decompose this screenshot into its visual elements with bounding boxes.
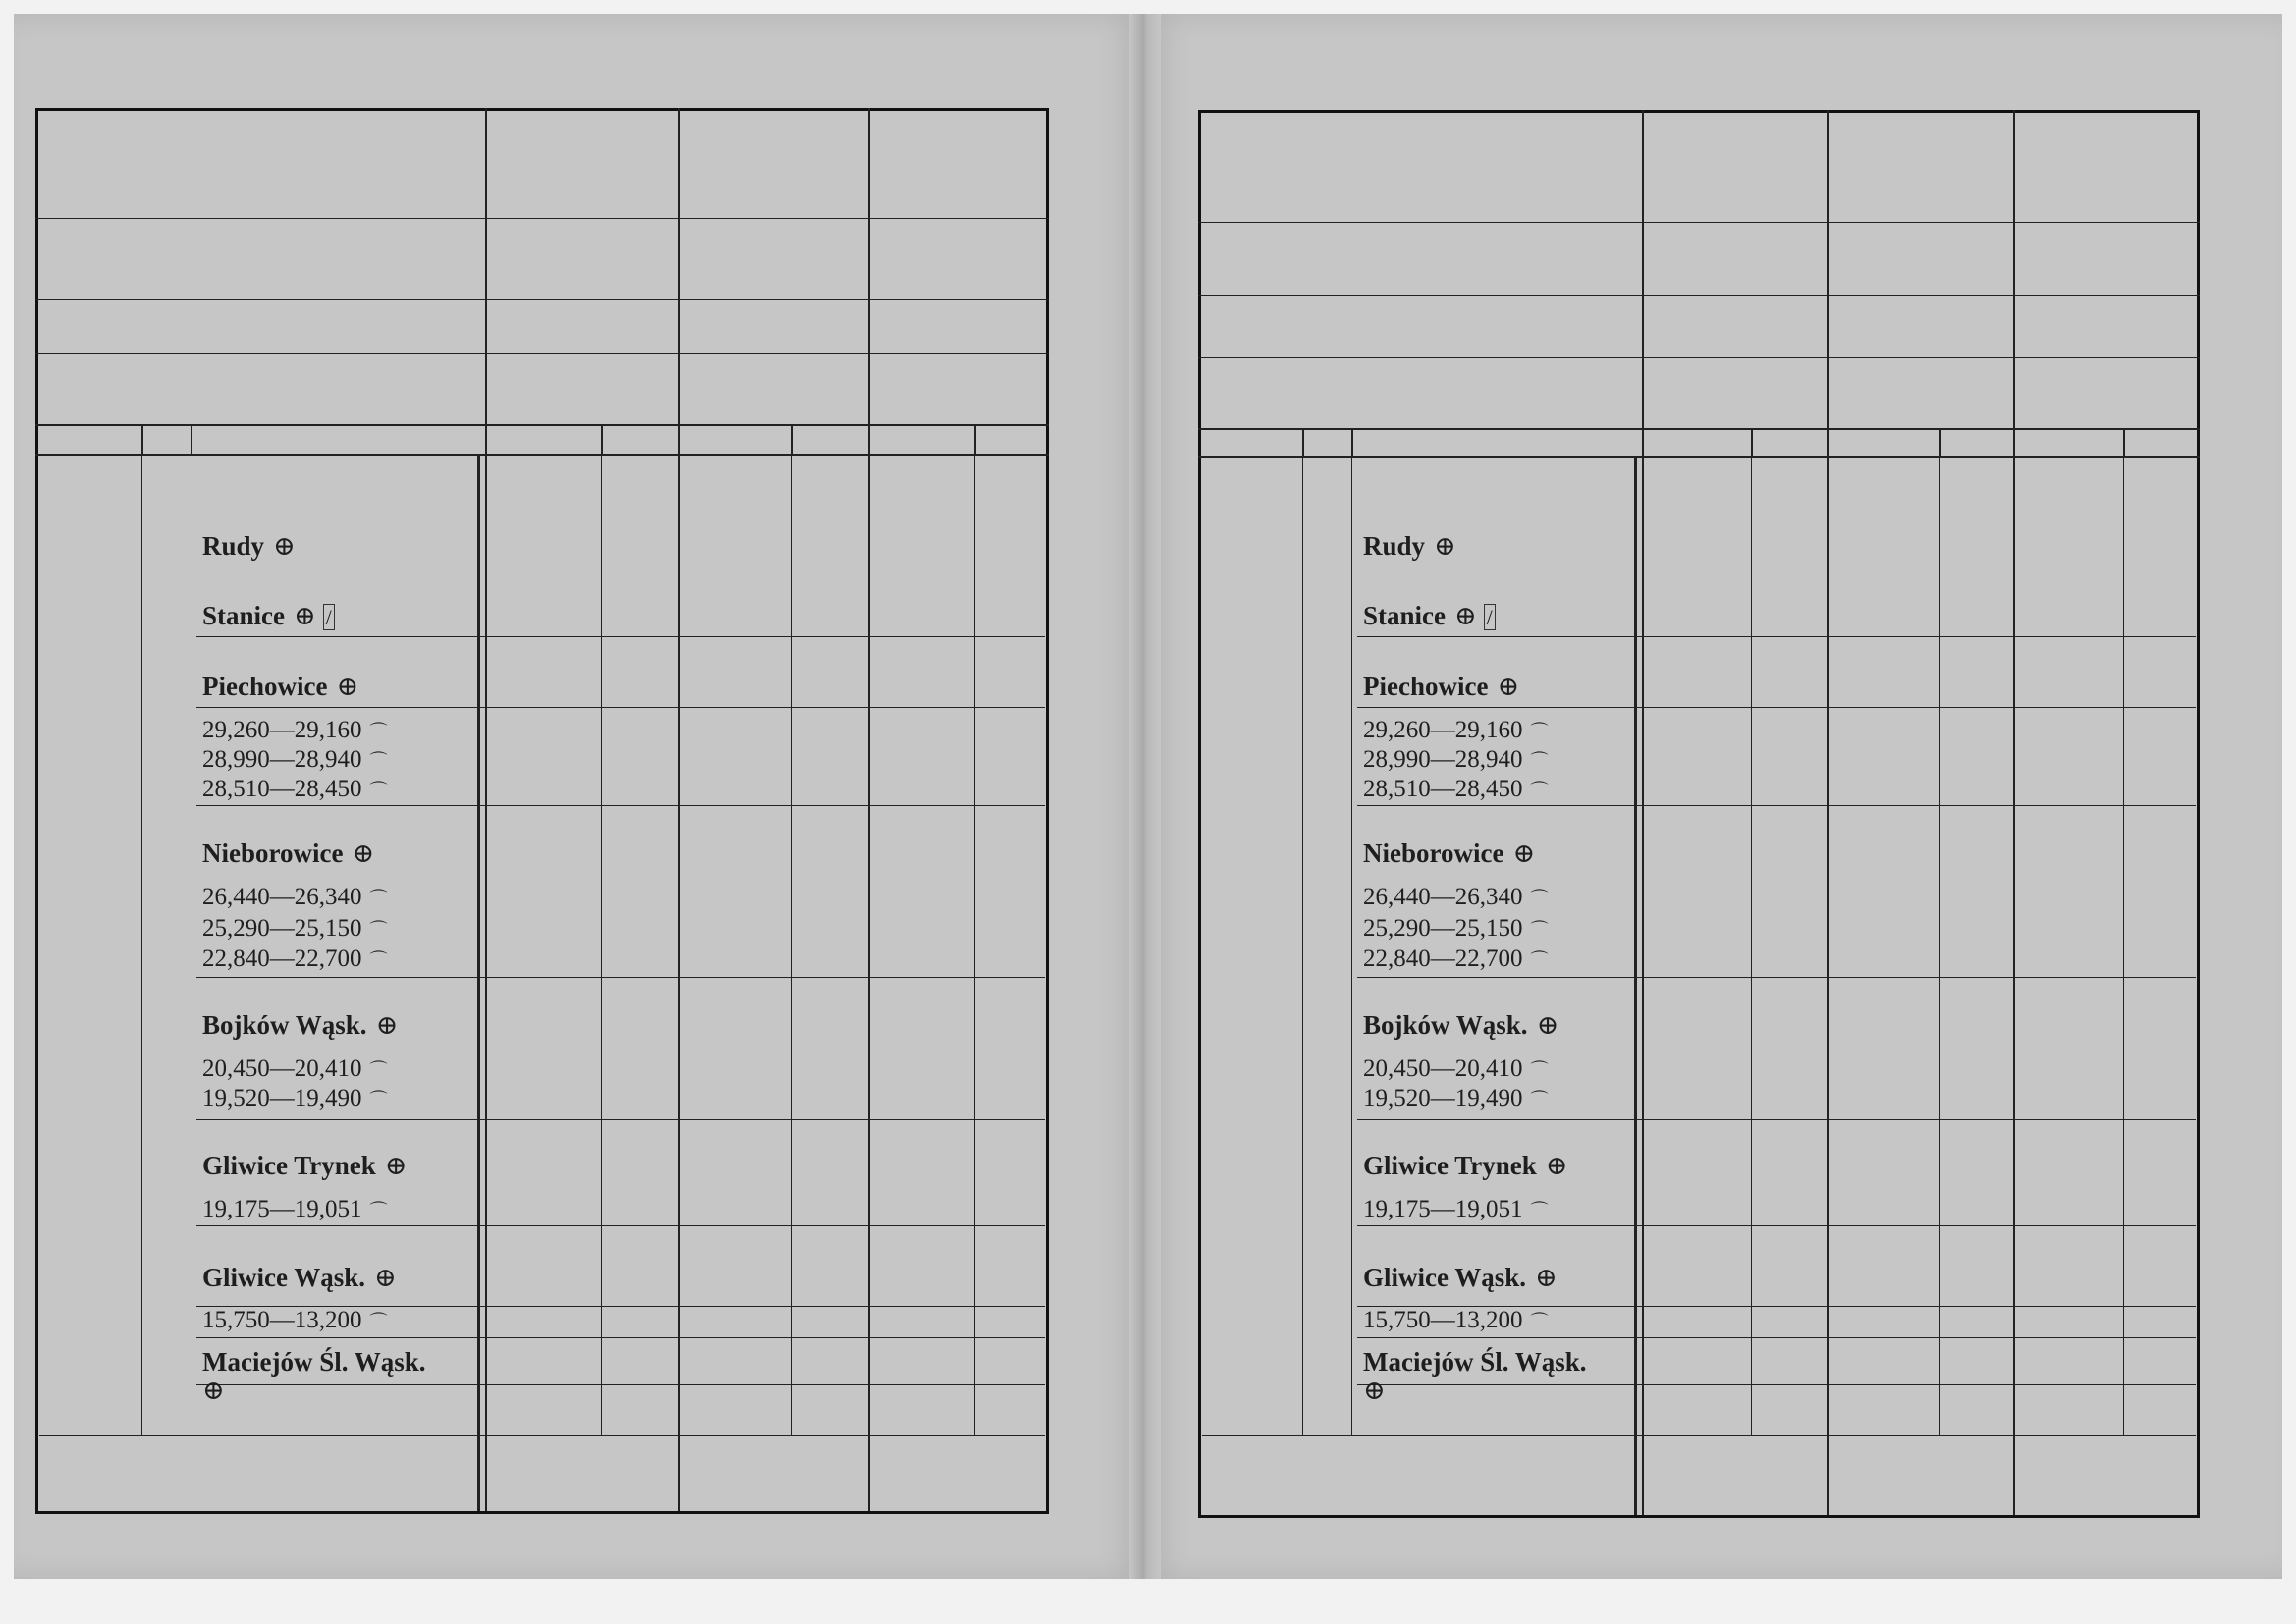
station-name [1363, 533, 1456, 560]
station-name-text: Rudy [202, 531, 265, 561]
column-number-divider [974, 424, 976, 454]
book-gutter [1129, 14, 1161, 1579]
kilometre-range [202, 1308, 388, 1332]
body-divider [2013, 458, 2015, 1515]
curve-icon: ⌒ [369, 950, 388, 970]
station-symbol-icon: ⊕ [273, 531, 296, 561]
timetable-frame [35, 108, 1049, 1514]
kilometre-range [1363, 747, 1549, 772]
body-divider-heavy [1642, 458, 1644, 1515]
body-divider [1939, 458, 1940, 1435]
kilometre-range [1363, 916, 1549, 941]
curve-icon: ⌒ [369, 889, 388, 908]
header-rule [35, 218, 1049, 219]
body-divider [601, 456, 602, 1435]
curve-icon: ⌒ [1530, 1090, 1549, 1110]
body-divider-heavy [477, 456, 480, 1511]
station-symbol-icon: ⊕ [1434, 531, 1456, 561]
row-rule [1202, 1435, 2196, 1436]
curve-icon: ⌒ [1530, 950, 1549, 970]
kilometre-range-text: 19,175—19,051 [202, 1196, 362, 1222]
station-symbol-icon: ⊕ [384, 1151, 408, 1180]
kilometre-range-text: 20,450—20,410 [1363, 1056, 1523, 1082]
row-rule [1357, 977, 2196, 978]
station-name [202, 1265, 397, 1291]
row-rule [1357, 707, 2196, 708]
body-divider [678, 456, 680, 1511]
kilometre-range-text: 25,290—25,150 [202, 915, 362, 942]
curve-icon: ⌒ [369, 781, 388, 800]
kilometre-range-text: 15,750—13,200 [202, 1307, 362, 1333]
curve-icon: ⌒ [1530, 751, 1549, 771]
kilometre-range-text: 28,990—28,940 [1363, 746, 1523, 773]
body-divider-heavy [1634, 458, 1637, 1515]
kilometre-range [1363, 777, 1549, 801]
station-symbol-icon: ⊕ [1454, 601, 1477, 630]
column-number-divider [191, 424, 192, 454]
station-name [1363, 1348, 1587, 1405]
station-name [1363, 603, 1496, 629]
kilometre-range-text: 29,260—29,160 [202, 717, 362, 743]
kilometre-range-text: 20,450—20,410 [202, 1056, 362, 1082]
header-rule [1198, 357, 2200, 358]
stop-box-icon: / [323, 604, 335, 630]
station-symbol-icon: ⊕ [336, 672, 359, 701]
header-rule [35, 454, 1049, 456]
kilometre-range-text: 28,510—28,450 [1363, 776, 1523, 802]
station-name [1363, 1153, 1567, 1179]
curve-icon: ⌒ [1530, 781, 1549, 800]
body-divider [1302, 458, 1303, 1435]
station-name-text: Gliwice Trynek [1363, 1151, 1537, 1180]
column-number-divider [1751, 428, 1753, 456]
station-name-text: Rudy [1363, 531, 1426, 561]
row-rule [39, 1435, 1045, 1436]
curve-icon: ⌒ [1530, 1201, 1549, 1220]
station-symbol-icon: ⊕ [1363, 1376, 1386, 1405]
body-divider [791, 456, 792, 1435]
column-number-divider [1827, 428, 1829, 456]
station-name [202, 603, 335, 629]
curve-icon: ⌒ [1530, 722, 1549, 741]
body-divider [141, 456, 142, 1435]
station-name-text: Piechowice [202, 672, 328, 701]
station-name-text: Nieborowice [1363, 839, 1504, 868]
row-rule [1357, 636, 2196, 637]
station-name [202, 1012, 398, 1039]
station-symbol-icon: ⊕ [1536, 1010, 1559, 1040]
kilometre-range [202, 1056, 388, 1081]
kilometre-range [202, 718, 388, 742]
kilometre-range-text: 28,510—28,450 [202, 776, 362, 802]
row-rule [196, 1119, 1045, 1120]
station-name-text: Gliwice Trynek [202, 1151, 376, 1180]
station-name-text: Gliwice Wąsk. [202, 1263, 366, 1292]
body-divider [1751, 458, 1752, 1435]
station-symbol-icon: ⊕ [352, 839, 375, 868]
column-number-divider [601, 424, 603, 454]
kilometre-range-text: 25,290—25,150 [1363, 915, 1523, 942]
kilometre-range-text: 29,260—29,160 [1363, 717, 1523, 743]
header-rule [1198, 222, 2200, 223]
row-rule [1357, 805, 2196, 806]
kilometre-range [202, 747, 388, 772]
station-name [1363, 674, 1519, 700]
column-number-divider [868, 424, 870, 454]
column-number-divider [2123, 428, 2125, 456]
header-rule [35, 424, 1049, 426]
curve-icon: ⌒ [1530, 889, 1549, 908]
station-symbol-icon: ⊕ [202, 1376, 225, 1405]
column-number-divider [1939, 428, 1941, 456]
station-symbol-icon: ⊕ [294, 601, 316, 630]
column-number-divider [2013, 428, 2015, 456]
station-symbol-icon: ⊕ [374, 1263, 397, 1292]
station-symbol-icon: ⊕ [1535, 1263, 1558, 1292]
kilometre-range [1363, 885, 1549, 909]
row-rule [196, 1225, 1045, 1226]
station-name-text: Gliwice Wąsk. [1363, 1263, 1527, 1292]
column-number-divider [1302, 428, 1304, 456]
station-symbol-icon: ⊕ [1497, 672, 1520, 701]
station-name [1363, 1265, 1558, 1291]
kilometre-range-text: 19,175—19,051 [1363, 1196, 1523, 1222]
row-rule [196, 1337, 1045, 1338]
kilometre-range-text: 28,990—28,940 [202, 746, 362, 773]
column-number-divider [791, 424, 793, 454]
header-rule [35, 353, 1049, 354]
station-name-text: Stanice [1363, 601, 1446, 630]
row-rule [196, 707, 1045, 708]
row-rule [196, 805, 1045, 806]
header-divider [485, 108, 487, 424]
header-divider [678, 108, 680, 424]
curve-icon: ⌒ [369, 1090, 388, 1110]
kilometre-range [1363, 1308, 1549, 1332]
header-divider [2013, 110, 2015, 428]
column-number-divider [1351, 428, 1353, 456]
body-divider [2123, 458, 2124, 1435]
body-divider-heavy [485, 456, 487, 1511]
station-name [202, 840, 374, 867]
column-number-divider [678, 424, 680, 454]
station-symbol-icon: ⊕ [1545, 1151, 1568, 1180]
body-divider [974, 456, 975, 1435]
curve-icon: ⌒ [1530, 1312, 1549, 1331]
body-divider [1351, 458, 1352, 1435]
station-name-text: Maciejów Śl. Wąsk. [202, 1347, 426, 1377]
curve-icon: ⌒ [369, 1312, 388, 1331]
station-name [202, 1153, 407, 1179]
kilometre-range-text: 26,440—26,340 [1363, 884, 1523, 910]
row-rule [196, 636, 1045, 637]
station-name-text: Maciejów Śl. Wąsk. [1363, 1347, 1587, 1377]
header-divider [868, 108, 870, 424]
curve-icon: ⌒ [1530, 920, 1549, 940]
body-divider [868, 456, 870, 1511]
kilometre-range-text: 26,440—26,340 [202, 884, 362, 910]
kilometre-range-text: 19,520—19,490 [1363, 1085, 1523, 1111]
kilometre-range [202, 947, 388, 971]
station-symbol-icon: ⊕ [1512, 839, 1536, 868]
header-divider [1827, 110, 1829, 428]
kilometre-range [1363, 718, 1549, 742]
kilometre-range-text: 15,750—13,200 [1363, 1307, 1523, 1333]
station-symbol-icon: ⊕ [375, 1010, 399, 1040]
kilometre-range [202, 777, 388, 801]
station-name-text: Stanice [202, 601, 285, 630]
column-number-divider [485, 424, 487, 454]
station-name [202, 1348, 426, 1405]
header-divider [1642, 110, 1644, 428]
kilometre-range [202, 1086, 388, 1110]
row-rule [1357, 1225, 2196, 1226]
kilometre-range [202, 1197, 388, 1221]
station-name-text: Nieborowice [202, 839, 344, 868]
curve-icon: ⌒ [1530, 1060, 1549, 1080]
station-name [1363, 1012, 1558, 1039]
station-name-text: Bojków Wąsk. [1363, 1010, 1528, 1040]
header-rule [35, 299, 1049, 300]
kilometre-range-text: 19,520—19,490 [202, 1085, 362, 1111]
curve-icon: ⌒ [369, 920, 388, 940]
stop-box-icon: / [1484, 604, 1496, 630]
row-rule [1357, 1119, 2196, 1120]
curve-icon: ⌒ [369, 1060, 388, 1080]
kilometre-range [202, 885, 388, 909]
kilometre-range [1363, 1197, 1549, 1221]
kilometre-range [1363, 1086, 1549, 1110]
kilometre-range-text: 22,840—22,700 [1363, 946, 1523, 972]
header-rule [1198, 456, 2200, 458]
kilometre-range [202, 916, 388, 941]
row-rule [1357, 1337, 2196, 1338]
station-name [202, 533, 296, 560]
column-number-divider [141, 424, 143, 454]
station-name [202, 674, 358, 700]
kilometre-range-text: 22,840—22,700 [202, 946, 362, 972]
station-name-text: Bojków Wąsk. [202, 1010, 367, 1040]
body-divider [1827, 458, 1829, 1515]
kilometre-range [1363, 1056, 1549, 1081]
header-rule [1198, 428, 2200, 430]
column-number-divider [1642, 428, 1644, 456]
station-name [1363, 840, 1535, 867]
row-rule [196, 977, 1045, 978]
curve-icon: ⌒ [369, 722, 388, 741]
header-rule [1198, 295, 2200, 296]
station-name-text: Piechowice [1363, 672, 1489, 701]
curve-icon: ⌒ [369, 751, 388, 771]
kilometre-range [1363, 947, 1549, 971]
curve-icon: ⌒ [369, 1201, 388, 1220]
